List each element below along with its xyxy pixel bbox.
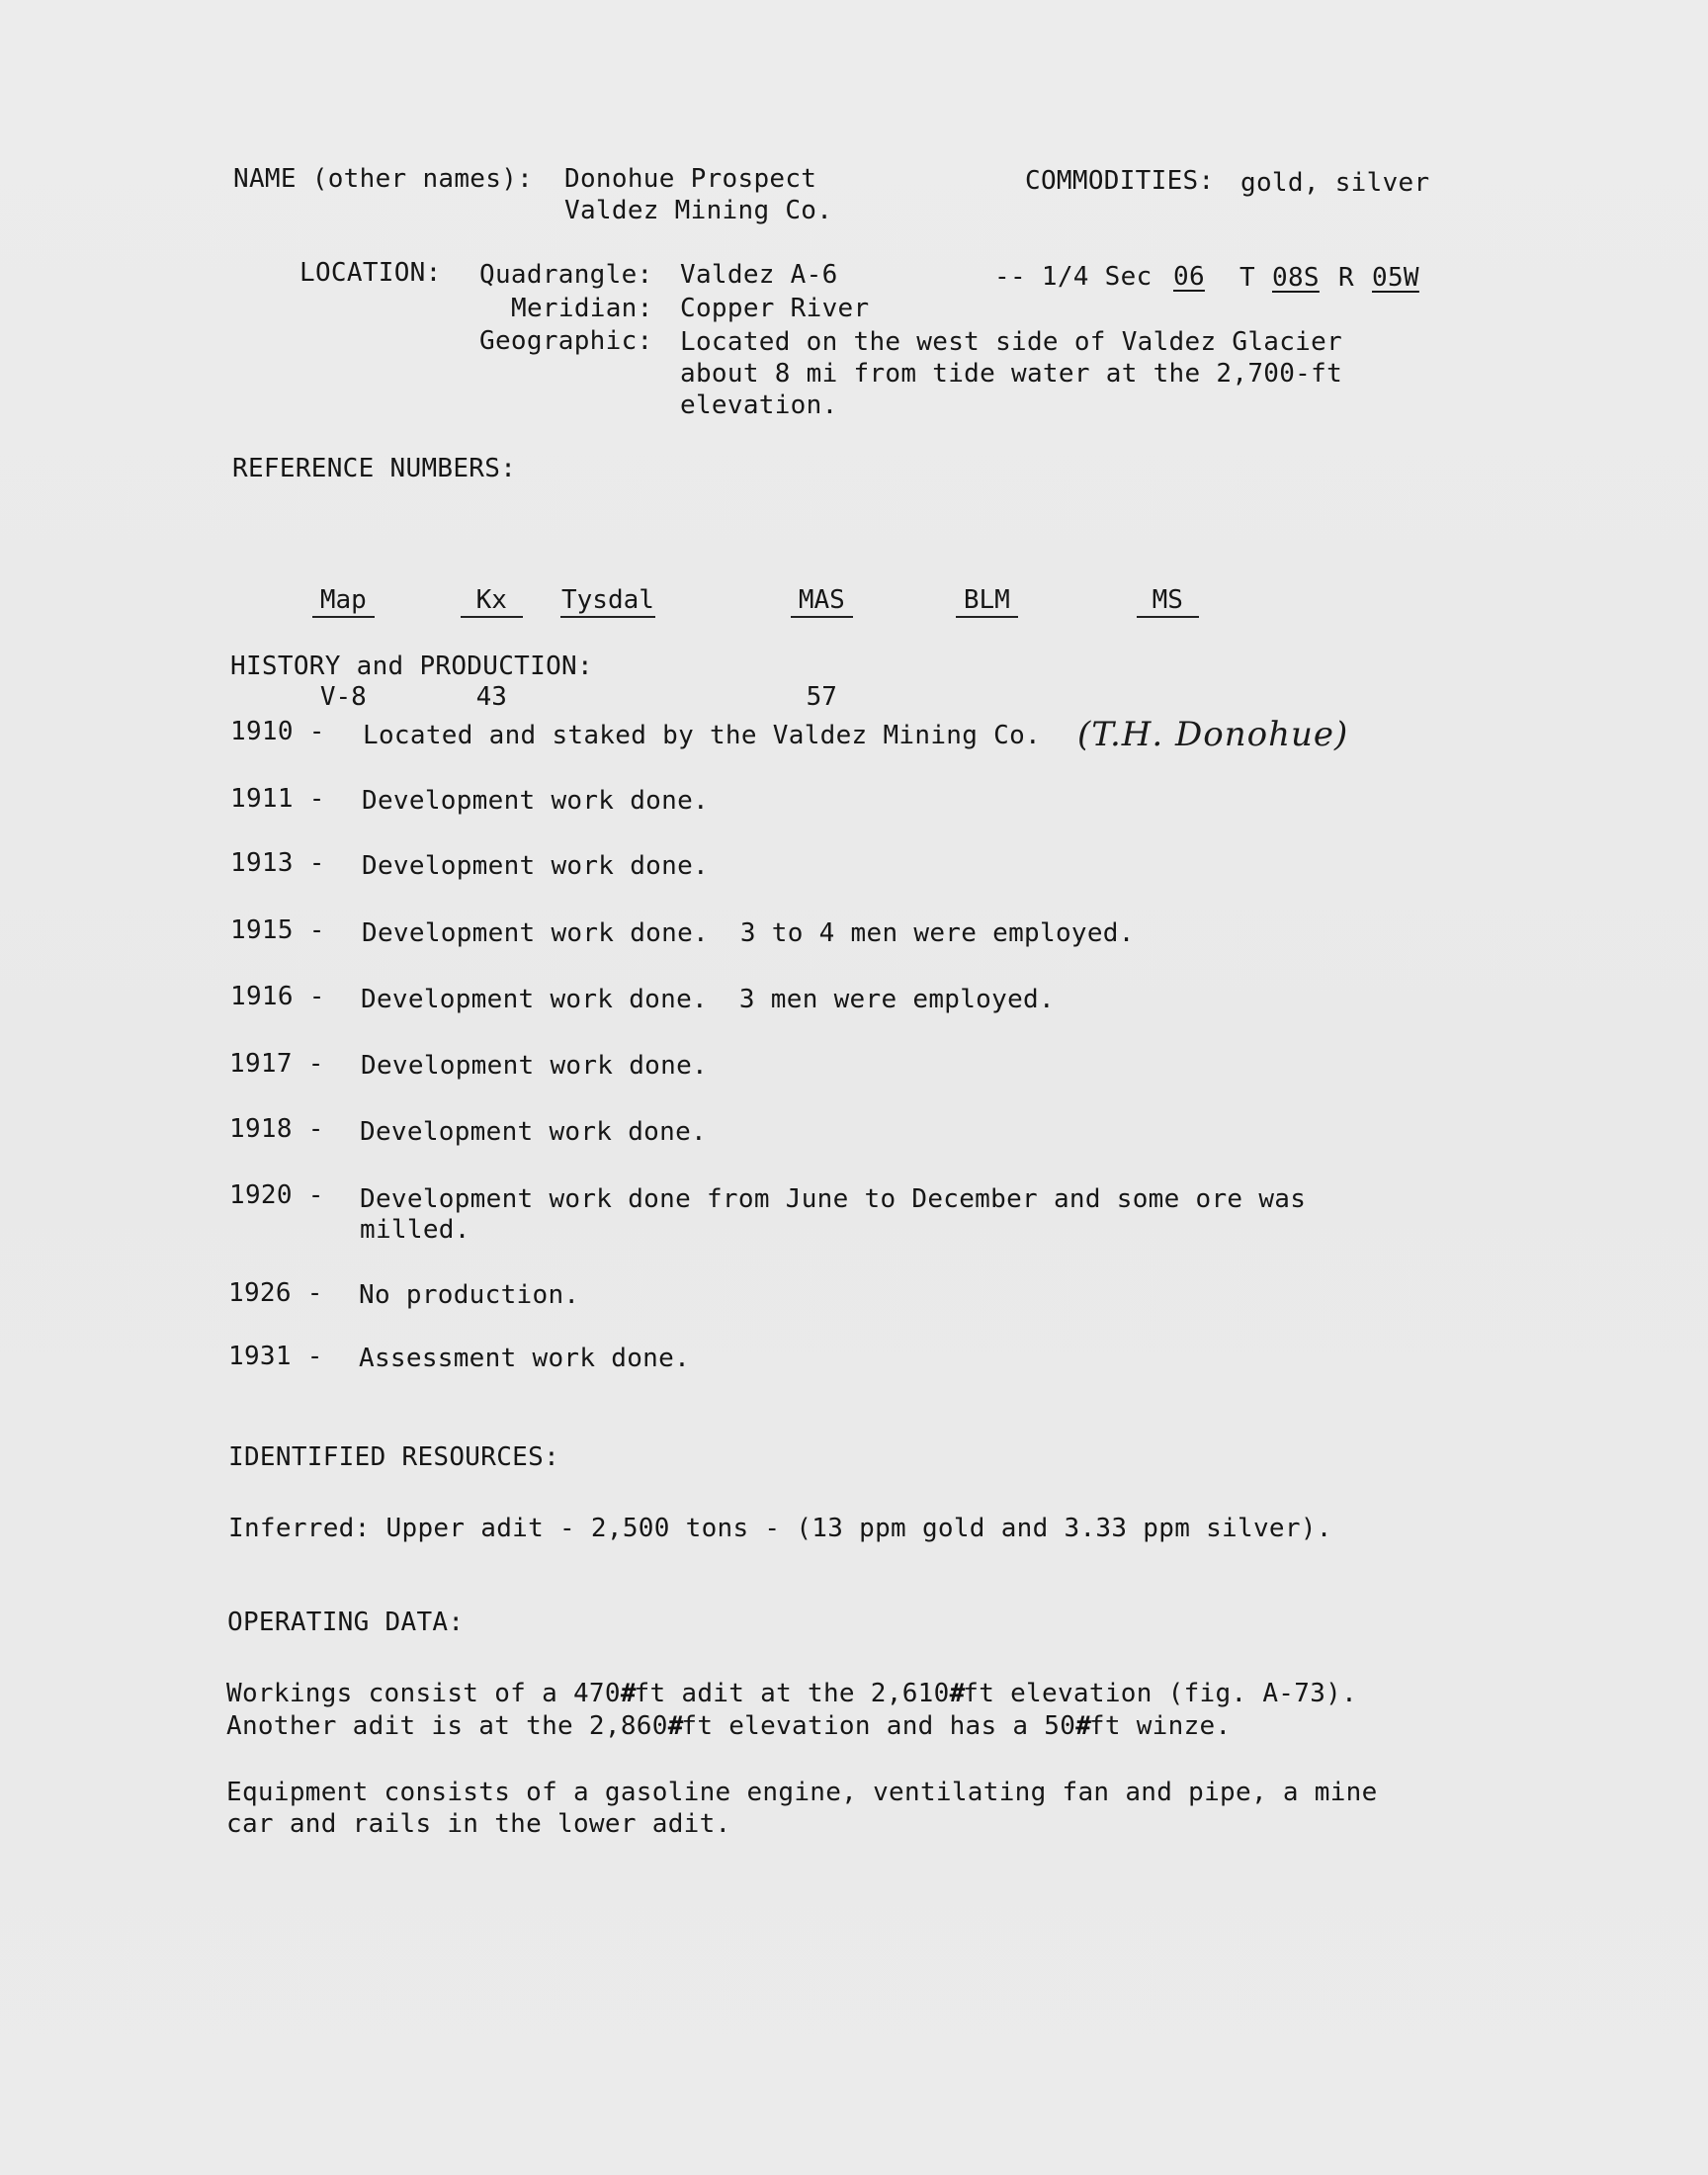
- history-year: 1926 -: [228, 1278, 323, 1308]
- ref-ms-value: [1137, 681, 1199, 713]
- ref-map-value: V-8: [319, 682, 367, 712]
- operating-line-2-a: Another adit is at the 2,860: [226, 1711, 668, 1741]
- ref-blm-value: [956, 681, 1018, 713]
- history-year: 1918 -: [229, 1114, 324, 1144]
- quadrangle-label: Quadrangle:: [479, 260, 653, 290]
- operating-line-1-b: ft adit at the 2,610: [634, 1679, 950, 1708]
- range-value: 05W: [1372, 263, 1419, 293]
- history-text: Development work done.: [362, 851, 709, 881]
- geographic-line-2: about 8 mi from tide water at the 2,700-ft: [680, 359, 1343, 389]
- history-text: Development work done.: [360, 1117, 707, 1147]
- name-secondary: Valdez Mining Co.: [564, 196, 833, 225]
- history-year: 1916 -: [230, 982, 325, 1011]
- geographic-line-3: elevation.: [680, 391, 838, 420]
- history-year: 1910 -: [230, 717, 325, 746]
- ref-map-label: Map: [312, 584, 375, 618]
- geographic-label: Geographic:: [479, 326, 653, 356]
- location-label: LOCATION:: [299, 258, 442, 288]
- ref-tysdal-label: Tysdal: [560, 584, 655, 618]
- resources-text: Inferred: Upper adit - 2,500 tons - (13 ppm gold and 3.33 ppm silver).: [228, 1514, 1332, 1543]
- meridian-label: Meridian:: [511, 294, 653, 323]
- history-text: No production.: [359, 1280, 580, 1310]
- township-label: T: [1239, 263, 1255, 293]
- commodities-label: COMMODITIES:: [1025, 166, 1215, 196]
- range-label: R: [1338, 263, 1354, 293]
- operating-line-1-a: Workings consist of a 470: [226, 1679, 621, 1708]
- meridian-value: Copper River: [680, 294, 870, 323]
- history-text: Located and staked by the Valdez Mining Co.: [363, 721, 1041, 750]
- strike-mark: #: [949, 1679, 964, 1708]
- history-text: Assessment work done.: [359, 1344, 691, 1373]
- operating-line-1-c: ft elevation (fig. A-73).: [963, 1679, 1358, 1708]
- handwritten-note: (T.H. Donohue): [1077, 715, 1349, 754]
- operating-line-2: [226, 1710, 1231, 1742]
- strike-mark: #: [667, 1711, 682, 1741]
- ref-mas-label: MAS: [791, 584, 853, 618]
- plss-prefix: -- 1/4 Sec: [994, 262, 1153, 292]
- ref-kx-value: 43: [475, 682, 507, 712]
- history-year: 1915 -: [230, 915, 325, 945]
- township-value: 08S: [1272, 263, 1320, 293]
- history-text: Development work done.: [361, 1051, 708, 1081]
- name-label: NAME (other names):: [233, 164, 534, 194]
- equipment-line-2: car and rails in the lower adit.: [226, 1809, 731, 1839]
- ref-mas-value: 57: [806, 682, 837, 712]
- ref-tysdal-value: [560, 681, 655, 713]
- operating-line-1: [226, 1678, 1357, 1709]
- history-year: 1911 -: [230, 784, 325, 814]
- equipment-line-1: Equipment consists of a gasoline engine, ventilating fan and pipe, a mine: [226, 1778, 1378, 1807]
- ref-blm-label: BLM: [956, 584, 1018, 618]
- geographic-line-1: Located on the west side of Valdez Glacier: [680, 327, 1343, 357]
- commodities-value: gold, silver: [1240, 168, 1430, 198]
- strike-mark: #: [620, 1679, 635, 1708]
- history-year: 1920 -: [229, 1180, 324, 1210]
- history-text: Development work done from June to December and some ore was: [360, 1184, 1307, 1214]
- operating-line-2-b: ft elevation and has a 50: [681, 1711, 1076, 1741]
- history-heading: HISTORY and PRODUCTION:: [230, 652, 593, 681]
- history-text-continued: milled.: [360, 1215, 470, 1245]
- section-value: 06: [1173, 262, 1205, 292]
- history-text: Development work done. 3 to 4 men were employed.: [362, 918, 1135, 948]
- resources-heading: IDENTIFIED RESOURCES:: [228, 1442, 560, 1472]
- name-primary: Donohue Prospect: [564, 164, 817, 194]
- ref-kx-label: Kx: [461, 584, 523, 618]
- history-text: Development work done. 3 men were employed.: [361, 985, 1055, 1014]
- quadrangle-value: Valdez A-6: [680, 260, 838, 290]
- history-text: Development work done.: [362, 786, 709, 816]
- history-year: 1913 -: [230, 848, 325, 878]
- strike-mark: #: [1075, 1711, 1089, 1741]
- history-year: 1917 -: [229, 1049, 324, 1079]
- operating-line-2-c: ft winze.: [1088, 1711, 1232, 1741]
- operating-heading: OPERATING DATA:: [227, 1608, 465, 1637]
- ref-ms-label: MS: [1137, 584, 1199, 618]
- history-year: 1931 -: [228, 1342, 323, 1371]
- reference-heading: REFERENCE NUMBERS:: [232, 454, 517, 483]
